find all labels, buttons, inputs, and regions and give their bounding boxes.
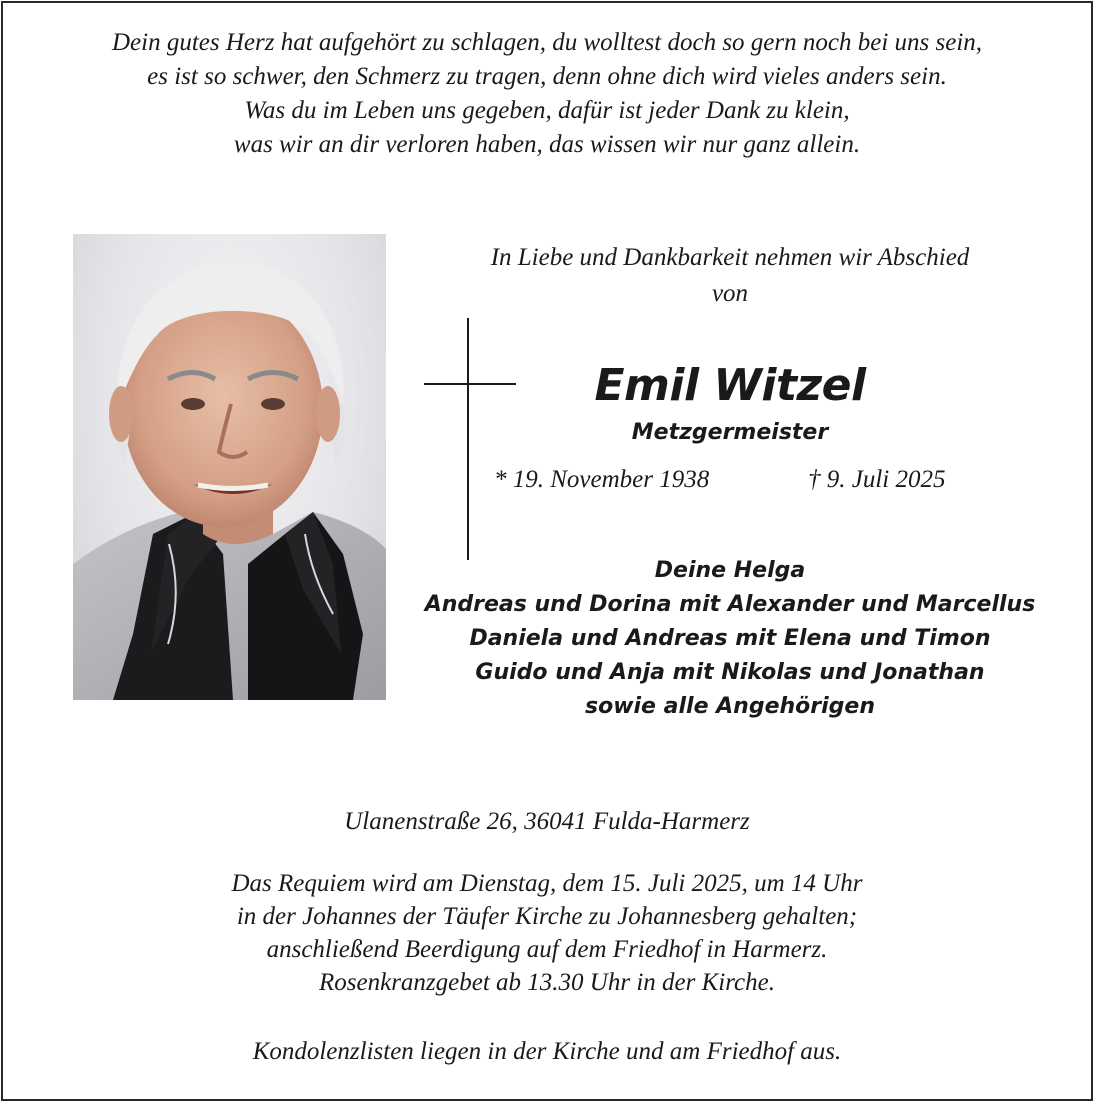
condolence-note: Kondolenzlisten liegen in der Kirche und am Friedhof aus. [252,1038,842,1065]
service-info [0,867,1094,999]
mourner-line: Guido und Anja mit Nikolas und Jonathan [475,660,985,685]
poem-line: es ist so schwer, den Schmerz zu tragen, denn ohne dich wird vieles anders sein. [147,63,947,90]
portrait-photo [73,234,386,700]
poem-line: Dein gutes Herz hat aufgehört zu schlagen, du wolltest doch so gern noch bei uns sein, [111,29,983,56]
poem-line: was wir an dir verloren haben, das wissen wir nur ganz allein. [233,131,861,158]
deceased-profession: Metzgermeister [631,420,829,445]
mourner-line: Daniela und Andreas mit Elena und Timon [469,626,991,651]
farewell-intro-line: In Liebe und Dankbarkeit nehmen wir Abschied [490,244,970,271]
mourners-list [415,554,1045,724]
death-date: † 9. Juli 2025 [808,466,946,493]
farewell-intro [415,240,1045,312]
service-line: Rosenkranzgebet ab 13.30 Uhr in der Kirche. [319,969,775,996]
mourner-line: sowie alle Angehörigen [584,694,876,719]
mourner-line: Andreas und Dorina mit Alexander und Marcellus [424,592,1036,617]
cross-icon [467,318,469,560]
service-line: in der Johannes der Täufer Kirche zu Johannesberg gehalten; [236,903,858,930]
birth-date: * 19. November 1938 [494,466,710,493]
service-line: anschließend Beerdigung auf dem Friedhof in Harmerz. [266,936,828,963]
mourner-line: Deine Helga [654,558,806,583]
poem-line: Was du im Leben uns gegeben, dafür ist jeder Dank zu klein, [244,97,850,124]
deceased-name: Emil Witzel [594,360,866,411]
service-line: Das Requiem wird am Dienstag, dem 15. Juli 2025, um 14 Uhr [231,870,863,897]
farewell-intro-line: von [711,280,749,307]
portrait-illustration [73,234,386,700]
poem [0,26,1094,162]
address: Ulanenstraße 26, 36041 Fulda-Harmerz [344,808,750,835]
